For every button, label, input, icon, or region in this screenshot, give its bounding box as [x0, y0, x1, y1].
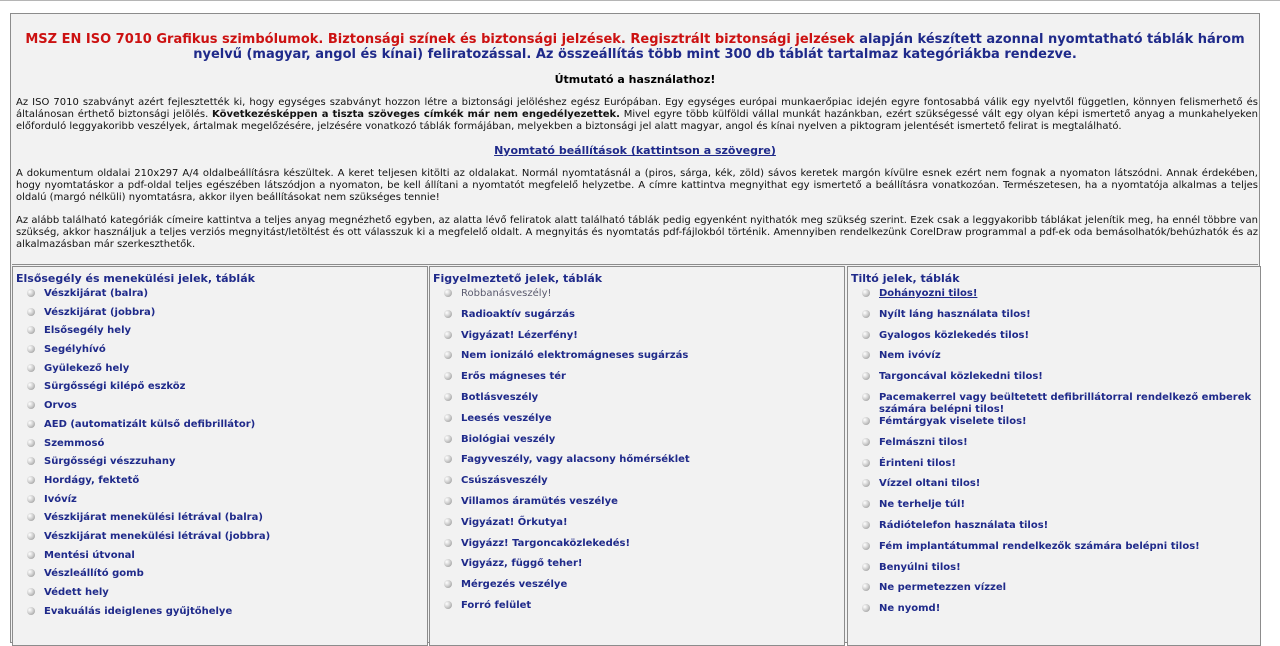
sign-link-label: Vészkijárat menekülési létrával (balra) [44, 512, 263, 524]
bullet-icon [862, 542, 870, 550]
bullet-icon [27, 326, 35, 334]
bullet-icon [444, 351, 452, 359]
category-title-prohibition[interactable]: Tiltó jelek, táblák [851, 272, 960, 285]
sign-link-item[interactable] [13, 550, 427, 569]
bullet-icon [862, 500, 870, 508]
bullet-icon [862, 417, 870, 425]
sign-link-item[interactable] [13, 400, 427, 419]
sign-link-label: Villamos áramütés veszélye [461, 495, 618, 507]
sign-link-label: Nyílt láng használata tilos! [879, 308, 1031, 320]
sign-link-label: Rádiótelefon használata tilos! [879, 519, 1049, 531]
sign-link-label: Vigyázz! Targoncaközlekedés! [461, 537, 631, 549]
sign-link-label: Erős mágneses tér [461, 371, 566, 383]
sign-link-item[interactable] [848, 437, 1260, 458]
usage-guide-title: Útmutató a használathoz! [554, 73, 716, 86]
sign-link-item[interactable] [13, 288, 427, 307]
sign-link-label: Biológiai veszély [461, 433, 556, 445]
sign-link-label: Mentési útvonal [44, 549, 135, 561]
sign-link-label: Elsősegély hely [44, 325, 132, 337]
sign-link-label: Mérgezés veszélye [461, 579, 568, 591]
sign-link-item[interactable] [430, 392, 844, 413]
sign-link-label: Fém implantátummal rendelkezők számára belépni tilos! [879, 540, 1200, 552]
bullet-icon [444, 414, 452, 422]
sign-link-label: Benyúlni tilos! [879, 561, 961, 573]
headline-standard-title: MSZ EN ISO 7010 Grafikus szimbólumok. Biztonsági színek és biztonsági jelzések. Regisztrált biztonsági jelzések [25, 32, 855, 47]
bullet-icon [444, 476, 452, 484]
sign-link-label: Nem ivóvíz [879, 350, 941, 362]
bullet-icon [444, 289, 452, 297]
bullet-icon [862, 289, 870, 297]
bullet-icon [444, 331, 452, 339]
sign-link-label: Targoncával közlekedni tilos! [879, 371, 1043, 383]
page-headline [18, 32, 1252, 62]
sign-link-item[interactable] [13, 381, 427, 400]
sign-link-label: Dohányozni tilos! [879, 288, 978, 299]
sign-link-item[interactable] [13, 344, 427, 363]
bullet-icon [862, 563, 870, 571]
sign-link-label: Botlásveszély [461, 391, 539, 403]
sign-link-label: Segélyhívó [44, 344, 106, 356]
category-column-first-aid [12, 266, 428, 646]
sign-link-item[interactable] [430, 538, 844, 559]
sign-link-label: Vészkijárat (jobbra) [44, 306, 156, 318]
sign-link-label: Sürgősségi vészzuhany [44, 456, 176, 468]
sign-link-label: Gyülekező hely [44, 362, 130, 374]
sign-link-label: Vigyázz, függő teher! [461, 558, 583, 570]
bullet-icon [27, 551, 35, 559]
sign-link-label: Védett hely [44, 587, 109, 598]
bullet-icon [444, 393, 452, 401]
category-title-warning[interactable]: Figyelmeztető jelek, táblák [433, 272, 603, 285]
bullet-icon [862, 331, 870, 339]
bullet-icon [27, 420, 35, 428]
bullet-icon [444, 559, 452, 567]
sign-link-item[interactable] [430, 288, 844, 309]
printer-settings-link[interactable]: Nyomtató beállítások (kattintson a szövegre) [494, 144, 776, 157]
sign-list-warning [430, 288, 844, 621]
bullet-icon [27, 364, 35, 372]
category-column-warning [429, 266, 845, 646]
sign-link-label: Ne nyomd! [879, 603, 941, 615]
sign-link-item[interactable] [13, 606, 427, 625]
sign-link-item[interactable] [848, 350, 1260, 371]
sign-link-item[interactable] [13, 587, 427, 606]
main-frame [10, 13, 1260, 643]
sign-link-label: AED (automatizált külső defibrillátor) [44, 418, 256, 430]
sign-link-item[interactable] [430, 309, 844, 330]
bullet-icon [27, 495, 35, 503]
bullet-icon [444, 580, 452, 588]
bullet-icon [444, 455, 452, 463]
intro-paragraph-bold: Következésképpen a tiszta szöveges címkék már nem engedélyezettek. [212, 109, 620, 121]
sign-list-prohibition [848, 288, 1260, 624]
sign-link-item[interactable] [848, 478, 1260, 499]
sign-link-item[interactable] [848, 330, 1260, 351]
sign-link-label: Nem ionizáló elektromágneses sugárzás [461, 350, 689, 362]
sign-link-item[interactable] [848, 562, 1260, 583]
bullet-icon [444, 601, 452, 609]
sign-link-item[interactable] [848, 520, 1260, 541]
sign-link-label: Ne permetezzen vízzel [879, 582, 1007, 594]
sign-link-item[interactable] [430, 579, 844, 600]
bullet-icon [27, 439, 35, 447]
sign-link-item[interactable] [13, 307, 427, 326]
sign-link-label: Csúszásveszély [461, 475, 548, 487]
bullet-icon [444, 310, 452, 318]
sign-link-item[interactable] [848, 416, 1260, 437]
top-border [0, 0, 1280, 1]
sign-link-item[interactable] [430, 371, 844, 392]
sign-link-item[interactable] [848, 541, 1260, 562]
bullet-icon [444, 518, 452, 526]
sign-list-first-aid [13, 288, 427, 624]
sign-link-item[interactable] [430, 454, 844, 475]
bullet-icon [862, 351, 870, 359]
category-title-first-aid[interactable]: Elsősegély és menekülési jelek, táblák [16, 272, 255, 285]
sign-link-item[interactable] [430, 413, 844, 434]
sign-link-item[interactable] [13, 363, 427, 382]
sign-link-item[interactable] [430, 600, 844, 621]
sign-link-item[interactable] [13, 568, 427, 587]
sign-link-item[interactable] [848, 392, 1260, 416]
sign-link-item[interactable] [848, 309, 1260, 330]
sign-link-label: Ne terhelje túl! [879, 499, 966, 511]
intro-paragraph-start: Az ISO 7010 szabványt azért fejlesztették ki, hogy egységes szabványt hozzon létre a biztonsági jelöléshez egész Európában. Egy egységes európai munkaerőpiac idején egyre fontosabbá válik egy nyelvtől független, könnyen felismerhető és általánosan érthető biztonsági jelölés. [16, 97, 1258, 121]
bullet-icon [27, 382, 35, 390]
intro-paragraph [16, 97, 1258, 134]
sign-link-item[interactable] [430, 434, 844, 455]
sign-link-item[interactable] [13, 419, 427, 438]
sign-link-label: Orvos [44, 400, 77, 412]
bullet-icon [27, 513, 35, 521]
bullet-icon [862, 393, 870, 401]
sign-link-item[interactable] [13, 475, 427, 494]
sign-link-label: Pacemakerrel vagy beültetett defibrillátorral rendelkező emberek számára belépni tilos! [879, 391, 1252, 415]
sign-link-label: Felmászni tilos! [879, 436, 968, 448]
sign-link-item[interactable] [430, 475, 844, 496]
bullet-icon [862, 310, 870, 318]
sign-link-item[interactable] [13, 531, 427, 550]
sign-link-label: Vészleállító gomb [44, 568, 144, 580]
sign-link-label: Vízzel oltani tilos! [879, 478, 981, 490]
bullet-icon [27, 289, 35, 297]
bullet-icon [27, 345, 35, 353]
bullet-icon [27, 308, 35, 316]
sign-link-item[interactable] [848, 499, 1260, 520]
categories-info-paragraph: Az alább található kategóriák címeire kattintva a teljes anyag megnézhető egyben, az alatta lévő feliratok alatt található táblák pedig egyenként nyithatók meg szükség szerint. Ezek csak a leggyakoribb táblákat jelenítik meg, ha ennél többre van szükség, akkor használjuk a teljes verziós megnyitást/letöltést és ott válasszuk ki a megfelelő oldalt. A megnyitás és nyomtatás pdf-fájlokból történik. Amennyiben rendelkezünk CorelDraw programmal a pdf-ek oda bemásolhatók/behúzhatók és az alkalmazásban már szerkeszthetők. [16, 215, 1258, 251]
print-info-paragraph: A dokumentum oldalai 210x297 A/4 oldalbeállításra készültek. A keret teljesen kitölti az oldalakat. Normál nyomtatásnál a (piros, sárga, kék, zöld) sávos keretek margón kívülre esnek ezért nem fognak a nyomaton látszódni. Annak érdekében, hogy nyomtatáskor a pdf-oldal teljes egészében látszódjon a nyomaton, be kell állítani a nyomtatót megfelelő helyzetbe. A címre kattintva megnyithat egy ismertető a beállításra vonatkozóan. Természetesen, ha a nyomtatója alkalmas a teljes oldalú (margó nélküli) nyomtatásra, akkor ilyen beállításokat nem szükséges tennie! [16, 168, 1258, 204]
sign-link-label: Vigyázat! Lézerfény! [461, 329, 578, 341]
bullet-icon [27, 457, 35, 465]
bullet-icon [27, 588, 35, 596]
sign-link-label: Fagyveszély, vagy alacsony hőmérséklet [461, 454, 690, 466]
sign-link-item[interactable] [848, 458, 1260, 479]
sign-link-label: Vészkijárat menekülési létrával (jobbra) [44, 530, 271, 542]
sign-link-label: Szemmosó [44, 437, 105, 449]
bullet-icon [27, 476, 35, 484]
bullet-icon [444, 497, 452, 505]
bullet-icon [27, 607, 35, 615]
sign-link-label: Érinteni tilos! [879, 457, 956, 469]
sign-link-label: Leesés veszélye [461, 412, 552, 424]
sign-link-label: Radioaktív sugárzás [461, 308, 575, 320]
sign-link-label: Sürgősségi kilépő eszköz [44, 381, 186, 393]
bullet-icon [444, 435, 452, 443]
sign-link-item[interactable] [430, 330, 844, 351]
sign-link-item[interactable] [848, 288, 1260, 309]
sign-link-item[interactable] [13, 456, 427, 475]
sign-link-item[interactable] [430, 517, 844, 538]
sign-link-item[interactable] [848, 603, 1260, 624]
bullet-icon [444, 372, 452, 380]
sign-link-label: Robbanásveszély! [461, 288, 552, 299]
bullet-icon [862, 583, 870, 591]
bullet-icon [862, 372, 870, 380]
sign-link-label: Forró felület [461, 599, 532, 611]
sign-link-item[interactable] [848, 371, 1260, 392]
bullet-icon [862, 521, 870, 529]
sign-link-item[interactable] [13, 512, 427, 531]
bullet-icon [27, 569, 35, 577]
sign-link-label: Vigyázat! Őrkutya! [461, 516, 568, 528]
sign-link-item[interactable] [430, 350, 844, 371]
headline-description: alapján készített azonnal nyomtatható táblák három nyelvű (magyar, angol és kínai) feliratozással. Az összeállítás több mint 300 db táblát tartalmaz kategóriákba rendezve. [193, 32, 1245, 62]
bullet-icon [27, 532, 35, 540]
intro-paragraph-end: Mivel egyre több külföldi vállal munkát hazánkban, ezért szükségessé vált egy olyan képi ismertető anyag a munkahelyeken előforduló leggyakoribb veszélyek, ártalmak megelőzésére, jelzésére vonatkozó táblák formájában, melyekben a biztonsági jel alatt magyar, angol és kínai nyelven a piktogram jelentését ismertető felirat is megtalálható. [16, 109, 1258, 133]
sign-link-item[interactable] [13, 494, 427, 513]
sign-link-label: Evakuálás ideiglenes gyűjtőhelye [44, 605, 233, 617]
sign-link-item[interactable] [848, 582, 1260, 603]
bullet-icon [444, 539, 452, 547]
bullet-icon [862, 479, 870, 487]
bullet-icon [862, 459, 870, 467]
intro-section [12, 14, 1258, 265]
sign-link-label: Gyalogos közlekedés tilos! [879, 329, 1030, 341]
bullet-icon [862, 604, 870, 612]
sign-link-label: Fémtárgyak viselete tilos! [879, 415, 1027, 427]
sign-link-label: Hordágy, fektető [44, 474, 140, 486]
sign-link-label: Vészkijárat (balra) [44, 288, 149, 299]
sign-link-item[interactable] [13, 325, 427, 344]
sign-link-item[interactable] [13, 438, 427, 457]
category-column-prohibition [847, 266, 1261, 646]
bullet-icon [27, 401, 35, 409]
sign-link-label: Ivóvíz [44, 493, 77, 505]
sign-link-item[interactable] [430, 496, 844, 517]
bullet-icon [862, 438, 870, 446]
sign-link-item[interactable] [430, 558, 844, 579]
